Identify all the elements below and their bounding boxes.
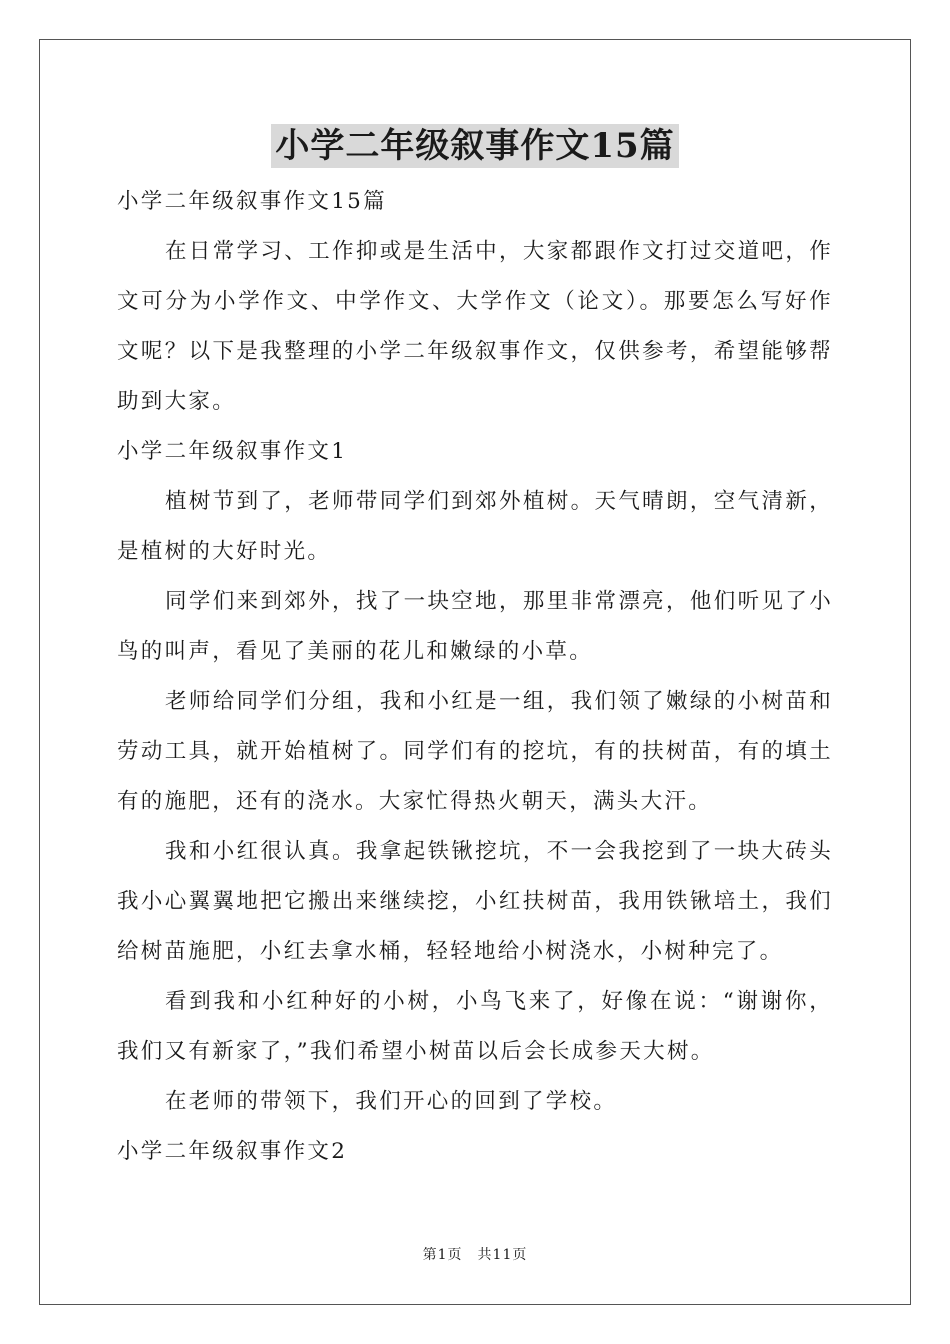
essay-paragraph: 老师给同学们分组，我和小红是一组，我们领了嫩绿的小树苗和劳动工具，就开始植树了。同学们有的挖坑，有的扶树苗，有的填土有的施肥，还有的浇水。大家忙得热火朝天，满头大汗。 bbox=[117, 689, 833, 814]
essay-paragraph: 植树节到了，老师带同学们到郊外植树。天气晴朗，空气清新，是植树的大好时光。 bbox=[117, 489, 833, 564]
document-body bbox=[117, 177, 833, 1177]
page-footer: 第1页 共11页 bbox=[422, 1247, 528, 1263]
essay-paragraph: 同学们来到郊外，找了一块空地，那里非常漂亮，他们听见了小鸟的叫声，看见了美丽的花儿和嫩绿的小草。 bbox=[117, 589, 833, 664]
intro-paragraph: 在日常学习、工作抑或是生活中，大家都跟作文打过交道吧，作文可分为小学作文、中学作文、大学作文（论文）。那要怎么写好作文呢？以下是我整理的小学二年级叙事作文，仅供参考，希望能够帮助到大家。 bbox=[117, 239, 833, 414]
essay-heading-1: 小学二年级叙事作文1 bbox=[117, 439, 348, 464]
essay-heading-2: 小学二年级叙事作文2 bbox=[117, 1139, 348, 1164]
document-title: 小学二年级叙事作文15篇 bbox=[271, 124, 678, 168]
subtitle-paragraph: 小学二年级叙事作文15篇 bbox=[117, 189, 387, 214]
essay-paragraph: 在老师的带领下，我们开心的回到了学校。 bbox=[165, 1089, 618, 1114]
title-container bbox=[0, 124, 950, 168]
essay-paragraph: 看到我和小红种好的小树，小鸟飞来了，好像在说：“谢谢你，我们又有新家了，”我们希望小树苗以后会长成参天大树。 bbox=[117, 989, 833, 1064]
essay-paragraph: 我和小红很认真。我拿起铁锹挖坑，不一会我挖到了一块大砖头我小心翼翼地把它搬出来继续挖，小红扶树苗，我用铁锹培土，我们给树苗施肥，小红去拿水桶，轻轻地给小树浇水，小树种完了。 bbox=[117, 839, 833, 964]
